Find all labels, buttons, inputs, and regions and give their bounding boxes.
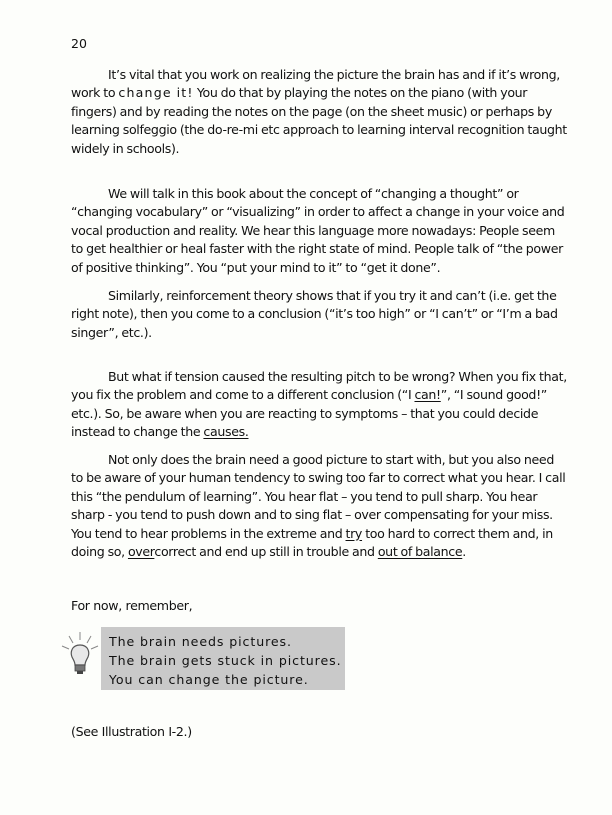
text-segment: It’s vital that you work on realizing the picture the brain has and if it’s wrong, work to xyxy=(71,67,560,101)
text-segment: correct and end up still in trouble and xyxy=(154,544,378,560)
callout-box xyxy=(101,627,345,690)
underlined-text: try xyxy=(345,525,363,541)
callout-line: The brain gets stuck in pictures. xyxy=(109,653,342,668)
callout-line: The brain needs pictures. xyxy=(109,634,292,649)
text-segment: But what if tension caused the resulting pitch to be wrong? When you fix that, you fix the problem and come to a different conclusion (“I xyxy=(71,369,567,403)
paragraph xyxy=(71,66,569,158)
text-segment: . xyxy=(462,544,466,560)
underlined-text: can! xyxy=(414,387,441,403)
text-segment: too hard to correct them and, in doing so, xyxy=(71,525,553,560)
paragraph xyxy=(71,451,569,561)
underlined-text: causes. xyxy=(203,424,249,440)
text-segment: You do that by playing the notes on the piano (with your fingers) and by reading the notes on the page (on the sheet music) or perhaps by learning solfeggio (the do-re-mi etc approach to learning interval recognition taught widely in schools). xyxy=(71,85,567,156)
paragraph xyxy=(71,185,569,277)
lightbulb-icon xyxy=(60,630,100,678)
text-segment: ”, “I sound good!” etc.). So, be aware when you are reacting to symptoms – that you could decide instead to change the xyxy=(71,387,547,440)
callout-line: You can change the picture. xyxy=(109,672,309,687)
text-segment: We will talk in this book about the concept of “changing a thought” or “changing vocabulary” or “visualizing” in order to affect a change in your voice and vocal production and reality. We hear this language more nowadays: People seem to get healthier or heal faster with the right state of mind. People talk of “the power of positive thinking”. You “put your mind to it” to “get it done”. xyxy=(71,186,565,275)
text-segment: Similarly, reinforcement theory shows that if you try it and can’t (i.e. get the right note), then you come to a conclusion (“it’s too high” or “I can’t” or “I’m a bad singer”, etc.). xyxy=(71,288,558,340)
text-segment: Not only does the brain need a good picture to start with, but you also need to be aware of your human tendency to swing too far to correct what you hear. I call this “the pendulum of learning”. You hear flat – you tend to pull sharp. You hear sharp - you tend to push down and to sing flat – over compensating for your miss. You tend to hear problems in the extreme and xyxy=(71,452,566,541)
page-number: 20 xyxy=(71,36,87,51)
paragraph xyxy=(71,287,569,342)
underlined-text: over xyxy=(127,544,155,560)
emphasized-text: change it! xyxy=(118,85,194,101)
illustration-reference: (See Illustration I-2.) xyxy=(71,724,192,739)
paragraph xyxy=(71,368,569,442)
underlined-text: out of balance xyxy=(377,544,463,560)
remember-intro: For now, remember, xyxy=(71,598,193,613)
